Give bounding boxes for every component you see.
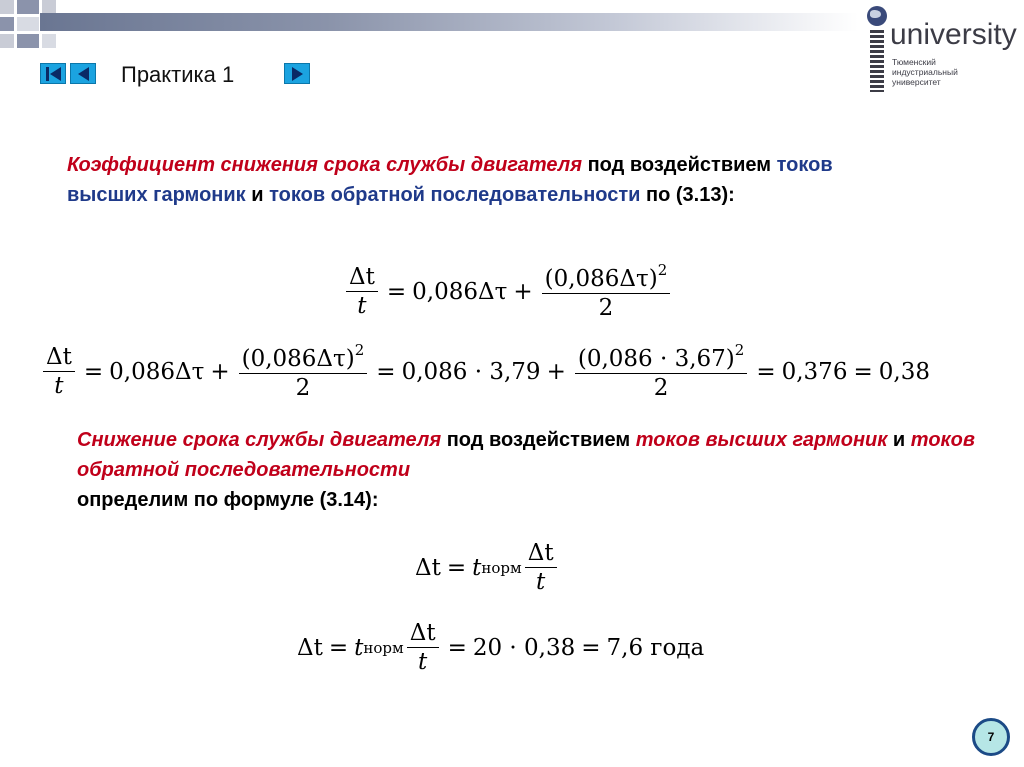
term-lifetime-reduction: Снижение срока службы двигателя [77,429,442,451]
formula-3-14: Δt = t норм $\frac{\Delta t}{t}$ [415,540,560,596]
skip-back-icon[interactable] [40,63,66,84]
paragraph-lifetime-reduction: Снижение срока службы двигателя под воздействием токов высших гармоник и токов обратной последовательности определим по формуле (3.14): [77,429,975,511]
logo-wordmark: university [890,18,1017,51]
formula-3-13-calculation: $\frac{\Delta t}{t}$ = 0,086Δτ + $\frac{(0,086\Delta\tau)^2}{2}$ = 0,086 · 3,79 + $\frac{(0,086 \cdot 3,67)^2}{2}$ = 0,376 = 0,38 [40,342,930,402]
page-number-badge: 7 [972,718,1010,756]
formula-3-13: $\frac{\Delta t}{t}$ = 0,086Δτ + $\frac{(0,086\Delta\tau)^2}{2}$ [343,262,673,322]
prev-arrow-icon[interactable] [70,63,96,84]
university-logo [862,2,1022,97]
term-negative-sequence: токов обратной последовательности [77,429,975,481]
globe-icon [867,6,887,26]
next-arrow-icon[interactable] [284,63,310,84]
term-harmonics: токов высших гармоник [635,429,888,451]
logo-stripes [870,30,884,92]
term-harmonics: токов высших гармоник [67,154,833,206]
header-gradient-bar [40,13,858,31]
term-negative-sequence: токов обратной последовательности [269,184,641,206]
formula-3-14-calculation: Δt = t норм $\frac{\Delta t}{t}$ = 20 · 0,38 = 7,6 года [297,620,705,676]
paragraph-intro: Коэффициент снижения срока службы двигателя под воздействием токов высших гармоник и токов обратной последовательности по (3.13): [67,154,833,206]
nav-group [40,63,96,84]
logo-subtitle: Тюменский индустриальный университет [892,57,958,87]
slide-title: Практика 1 [121,62,235,87]
term-coefficient: Коэффициент снижения срока службы двигателя [67,154,583,176]
